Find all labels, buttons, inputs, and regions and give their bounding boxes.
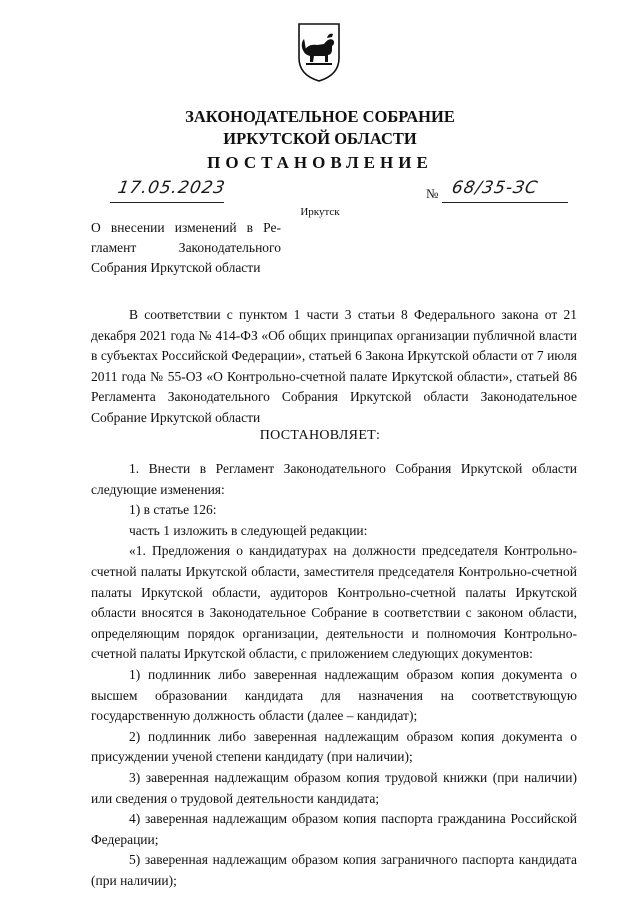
org-title-line2: ИРКУТСКОЙ ОБЛАСТИ: [223, 129, 417, 148]
preamble-block: [91, 305, 577, 429]
main-body: [91, 459, 577, 891]
irkutsk-coat-of-arms-icon: [297, 22, 341, 82]
subject-line: О внесении изменений в Ре-: [91, 220, 281, 235]
org-title-line1: ЗАКОНОДАТЕЛЬНОЕ СОБРАНИЕ: [185, 107, 455, 126]
body-paragraph: 1. Внести в Регламент Законодательного Собрания Иркутской области следующие изменения:: [91, 461, 577, 497]
document-subject: [91, 218, 281, 278]
date-field: [110, 178, 228, 203]
body-paragraph: 4) заверенная надлежащим образом копия паспорта гражданина Российской Федерации;: [91, 811, 577, 847]
document-kind: ПОСТАНОВЛЕНИЕ: [207, 153, 433, 172]
number-field: [442, 178, 568, 203]
body-paragraph: 1) подлинник либо заверенная надлежащим образом копия документа о высшем образовании кандидата для назначения на соответствующую государственную должность области (далее – кандидат);: [91, 666, 577, 724]
handwritten-number: 68/35-ЗС: [450, 178, 540, 198]
number-sign: №: [426, 186, 439, 201]
body-paragraph: 2) подлинник либо заверенная надлежащим образом копия документа о присуждении ученой степени кандидату (при наличии);: [91, 728, 577, 765]
body-paragraph: «1. Предложения о кандидатурах на должности председателя Контрольно-счетной палаты Иркутской области, заместителя председателя Контрольно-счетной палаты Иркутской области, аудиторов Контрольно-счетной палаты Иркутской области вносятся в Законодательное Собрание в соответствии с законом области, определяющим порядок организации, деятельности и полномочия Контрольно-счетной палаты Иркутской области, с приложением следующих документов:: [91, 543, 577, 662]
city-label: Иркутск: [300, 206, 340, 218]
decree-word: ПОСТАНОВЛЯЕТ:: [259, 428, 381, 443]
handwritten-date: 17.05.2023: [116, 178, 228, 198]
subject-line: Собрания Иркутской области: [91, 260, 261, 275]
subject-line: гламент Законодательного: [91, 240, 281, 255]
body-paragraph: 5) заверенная надлежащим образом копия заграничного паспорта кандидата (при наличии);: [91, 852, 577, 888]
preamble-paragraph: В соответствии с пунктом 1 части 3 статьи 8 Федерального закона от 21 декабря 2021 года № 414-ФЗ «Об общих принципах организации публичной власти в субъектах Российской Федерации», статьей 6 Закона Иркутской области от 7 июля 2011 года № 55-ОЗ «О Контрольно-счетной палате Иркутской области», статьей 86 Регламента Законодательного Собрания Иркутской области Законодательное Собрание Иркутской области: [91, 307, 577, 425]
body-paragraph: часть 1 изложить в следующей редакции:: [129, 522, 368, 538]
body-paragraph: 1) в статье 126:: [129, 502, 217, 518]
body-paragraph: 3) заверенная надлежащим образом копия трудовой книжки (при наличии) или сведения о трудовой деятельности кандидата;: [91, 769, 577, 806]
